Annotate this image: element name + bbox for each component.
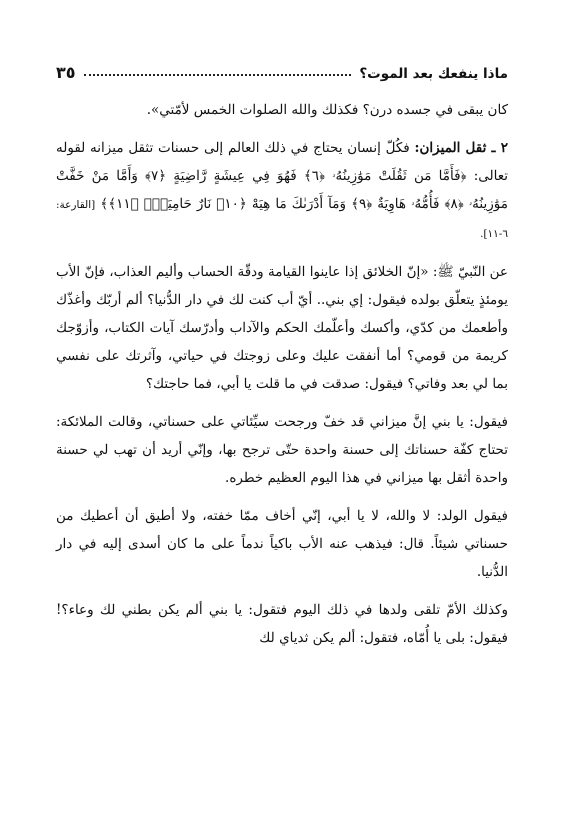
paragraph-5-text: فيقول الولد: لا والله، لا يا أبي، إنّي أخاف ممّا خفته، ولا أطيق أن أعطيك من حسناتي شيئاً. قال: فيذهب عنه الأب باكياً ندماً على ما كان أسدى إليه في دار الدُّنيا. — [56, 508, 508, 580]
paragraph-3 — [56, 258, 508, 398]
paragraph-2 — [56, 134, 508, 248]
section-heading-mizan: ٢ ـ ثقل الميزان: — [414, 140, 508, 156]
paragraph-4-text: فيقول: يا بني إنَّ ميزاني قد خفّ ورجحت سيِّئاتي على حسناتي، وقالت الملائكة: تحتاج كفّة حسناتك إلى حسنة واحدة حتّى ترجح بها، وإنّي أريد أن تهب لي حسنة واحدة أثقل بها ميزاني في هذا اليوم العظيم خطره. — [56, 414, 508, 486]
paragraph-3-text: عن النّبيّ ﷺ: «إنّ الخلائق إذا عاينوا القيامة ودقّة الحساب وأليم العذاب، فإنّ الأب يومئذٍ يتعلّق بولده فيقول: إي بني.. أيّ أب كنت لك في دار الدُّنيا؟ ألم أربّك وأغذّك وأطعمك من كدّي، وأكسك وأعلّمك الحكم والآداب وأدرّسك آيات الكتاب، وأزوّجك كريمة من قومي؟ أما أنفقت عليك وعلى زوجتك في حياتي، وآثرتك على نفسي بما لي بعد وفاتي؟ فيقول: صدقت في ما قلت يا أبي، فما حاجتك؟ — [56, 264, 508, 392]
paragraph-5 — [56, 502, 508, 586]
paragraph-6-text: وكذلك الأمّ تلقى ولدها في ذلك اليوم فتقول: يا بني ألم يكن بطني لك وعاء؟! فيقول: بلى يا أُمّاه، فتقول: ألم يكن ثدياي لك — [56, 602, 508, 646]
page-body — [56, 96, 508, 652]
verse-reference: [القارعة: ٦-١١]. — [56, 199, 508, 240]
running-title: ماذا ينفعك بعد الموت؟ — [359, 66, 508, 82]
paragraph-1 — [56, 96, 508, 124]
page-number: ٣٥ — [56, 63, 76, 82]
paragraph-4 — [56, 408, 508, 492]
paragraph-1-text: كان يبقى في جسده درن؟ فكذلك والله الصلوات الخمس لأمّتي». — [146, 102, 508, 118]
paragraph-6 — [56, 596, 508, 652]
running-header — [56, 56, 508, 82]
header-leader-dots — [84, 73, 352, 76]
paragraph-2-text: فكُلّ إنسان يحتاج في ذلك العالم إلى حسنات تثقل ميزانه لقوله تعالى: — [56, 140, 509, 184]
quran-verse: ﴿فَأَمَّا مَن ثَقُلَتْ مَوَٰزِينُهُۥ ﴿٦﴾ فَهُوَ فِي عِيشَةٍ رَّاضِيَةٍ ﴿٧﴾ وَأَمَّا مَنْ خَفَّتْ مَوَٰزِينُهُۥ ﴿٨﴾ فَأُمُّهُۥ هَاوِيَةٌ ﴿٩﴾ وَمَآ أَدْرَىٰكَ مَا هِيَهْ ﴿١٠﴾ نَارٌ حَامِيَةٌۢ ﴿١١﴾﴾ — [56, 168, 508, 212]
